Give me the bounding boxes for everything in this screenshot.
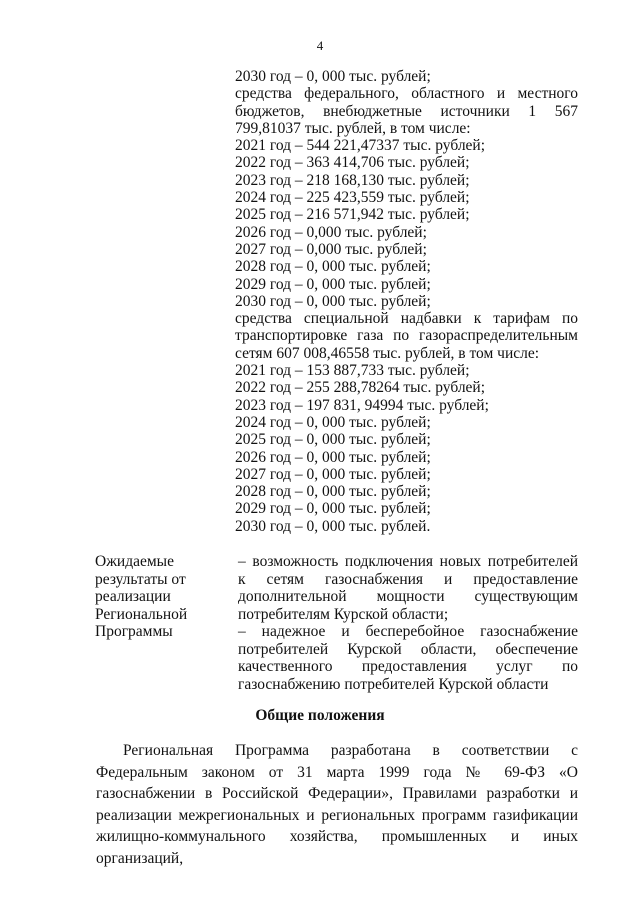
surcharge-year-line: 2030 год – 0, 000 тыс. рублей. — [235, 517, 431, 535]
general-provisions-paragraph: Региональная Программа разработана в соответствии с Федеральным законом от 31 марта 1999 года № 69-ФЗ «О газоснабжении в Российской Федерации», Правилами разработки и реализации межрегиональных и региональных программ газификации жилищно-коммунального хозяйства, промышленных и иных организаций, — [96, 742, 578, 867]
surcharge-year-line: 2027 год – 0, 000 тыс. рублей; — [235, 465, 431, 483]
budget-year-line: 2024 год – 225 423,559 тыс. рублей; — [235, 189, 470, 207]
label-line: Программы — [95, 623, 173, 640]
budget-year-line: 2021 год – 544 221,47337 тыс. рублей; — [235, 137, 486, 155]
surcharge-year-line: 2029 год – 0, 000 тыс. рублей; — [235, 500, 431, 518]
surcharge-year-line: 2021 год – 153 887,733 тыс. рублей; — [235, 362, 470, 380]
result-item: – возможность подключения новых потребителей к сетям газоснабжения и предоставление дополнительной мощности существующим потребителям Курской области; — [238, 553, 578, 623]
label-line: результаты от — [95, 570, 186, 588]
surcharge-year-line: 2028 год – 0, 000 тыс. рублей; — [235, 483, 431, 501]
label-line: Ожидаемые — [95, 553, 174, 570]
budget-year-line: 2026 год – 0,000 тыс. рублей; — [235, 223, 427, 241]
surcharge-year-line: 2026 год – 0, 000 тыс. рублей; — [235, 448, 431, 466]
result-item: – надежное и бесперебойное газоснабжение потребителей Курской области, обеспечение качественного предоставления услуг по газоснабжению потребителей Курской области — [238, 623, 578, 693]
expected-results-text — [238, 553, 578, 693]
budget-year-line: 2030 год – 0, 000 тыс. рублей; — [235, 292, 431, 310]
surcharge-year-line: 2022 год – 255 288,78264 тыс. рублей; — [235, 379, 486, 397]
surcharge-year-line: 2023 год – 197 831, 94994 тыс. рублей; — [235, 396, 489, 414]
budget-year-line: 2023 год – 218 168,130 тыс. рублей; — [235, 171, 470, 189]
surcharge-paragraph: средства специальной надбавки к тарифам по транспортировке газа по газораспределительным сетям 607 008,46558 тыс. рублей, в том числе: — [235, 310, 578, 362]
funding-line: 2030 год – 0, 000 тыс. рублей; — [235, 68, 431, 85]
budget-sources-paragraph: средства федерального, областного и местного бюджетов, внебюджетные источники 1 567 799,81037 тыс. рублей, в том числе: — [235, 85, 578, 137]
budget-year-line: 2025 год – 216 571,942 тыс. рублей; — [235, 206, 470, 224]
surcharge-year-line: 2024 год – 0, 000 тыс. рублей; — [235, 413, 431, 431]
label-line: реализации — [95, 588, 171, 605]
budget-year-line: 2029 год – 0, 000 тыс. рублей; — [235, 275, 431, 293]
expected-results-label — [95, 553, 215, 641]
section-title: Общие положения — [255, 707, 385, 724]
page-number: 4 — [316, 38, 324, 53]
budget-year-line: 2022 год – 363 414,706 тыс. рублей; — [235, 154, 470, 172]
label-line: Региональной — [95, 605, 188, 623]
surcharge-year-line: 2025 год – 0, 000 тыс. рублей; — [235, 431, 431, 449]
budget-year-line: 2028 год – 0, 000 тыс. рублей; — [235, 258, 431, 276]
budget-year-line: 2027 год – 0,000 тыс. рублей; — [235, 240, 427, 258]
funding-block — [235, 68, 578, 535]
